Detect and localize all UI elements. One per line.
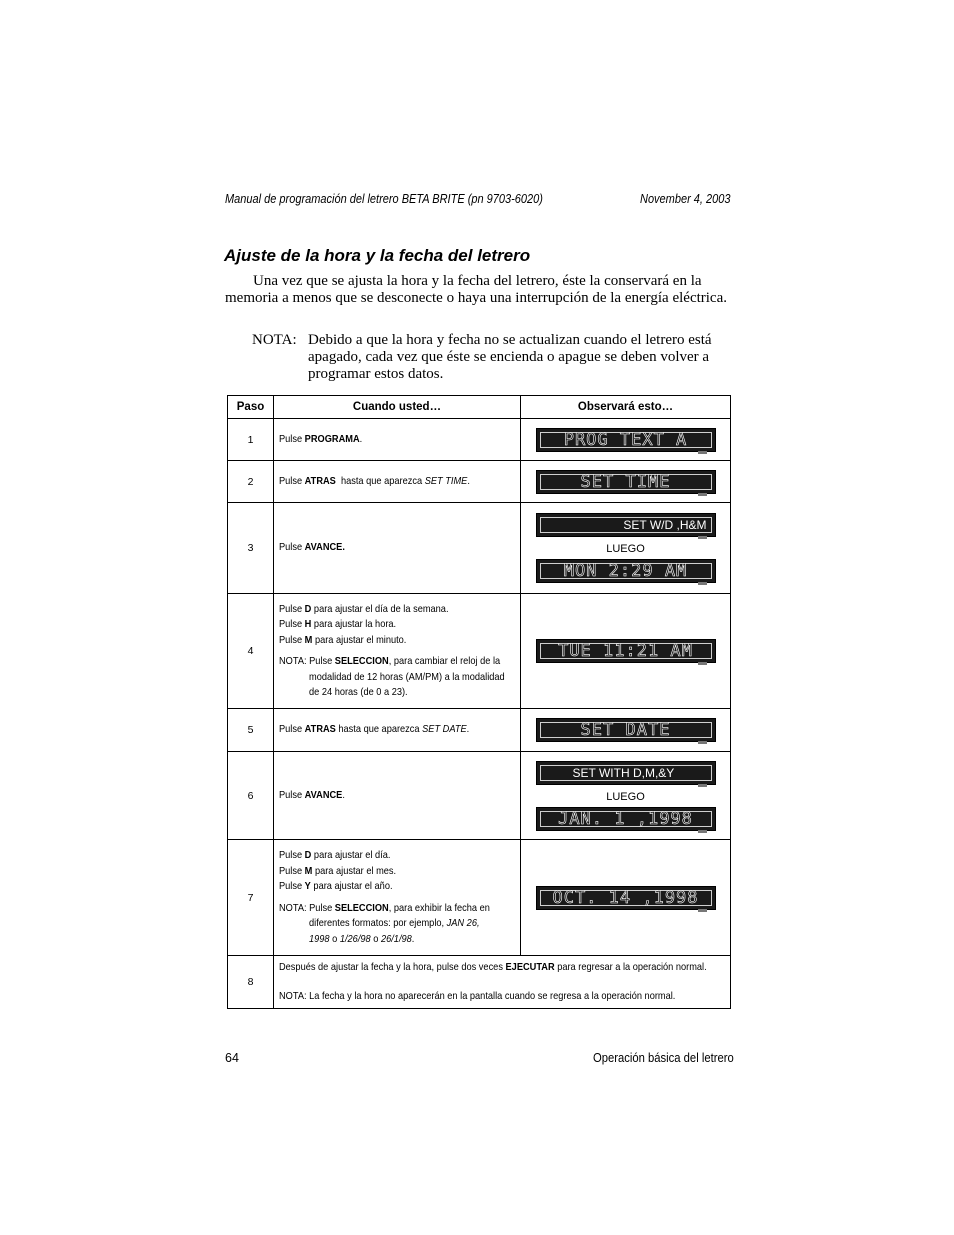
luego-label: LUEGO: [606, 790, 645, 803]
step-action: Pulse D para ajustar el día. Pulse M para ajustar el mes. Pulse Y para ajustar el año. NOTA: Pulse SELECCION, para exhibir la fecha en diferentes formatos: por ejemplo, JAN 26, 1998 o 1/26/98 o 26/1/98.: [274, 840, 521, 956]
step-number: 6: [228, 752, 274, 840]
step-action: Pulse PROGRAMA.: [274, 419, 521, 461]
step-number: 5: [228, 709, 274, 752]
step-display: [521, 503, 731, 594]
table-row: [228, 419, 731, 461]
step-display: [521, 840, 731, 956]
step-action: Pulse ATRAS hasta que aparezca SET DATE.: [274, 709, 521, 752]
header-cuando: Cuando usted…: [274, 396, 521, 419]
intro-paragraph: Una vez que se ajusta la hora y la fecha del letrero, éste la conservará en la memoria a menos que se desconecte o haya una interrupción de la energía eléctrica.: [225, 273, 727, 306]
step-action: Pulse D para ajustar el día de la semana. Pulse H para ajustar la hora. Pulse M para ajustar el minuto. NOTA: Pulse SELECCION, para cambiar el reloj de la modalidad de 12 horas (AM/PM) a la modalidad de 24 horas (de 0 a 23).: [274, 594, 521, 709]
led-display: SET DATE: [536, 718, 716, 742]
led-display: JAN. 1 ,1998: [536, 807, 716, 831]
steps-table: [227, 395, 731, 1009]
table-row: [228, 840, 731, 956]
led-display: OCT. 14 ,1998: [536, 886, 716, 910]
table-row: [228, 709, 731, 752]
step-action: Pulse AVANCE.: [274, 503, 521, 594]
section-title: Ajuste de la hora y la fecha del letrero: [224, 246, 531, 265]
header-paso: Paso: [228, 396, 274, 419]
running-header-date: November 4, 2003: [640, 192, 731, 206]
step-number: 8: [228, 956, 274, 1009]
led-display: PROG TEXT A: [536, 428, 716, 452]
led-display: TUE 11:21 AM: [536, 639, 716, 663]
step-action: Pulse ATRAS hasta que aparezca SET TIME.: [274, 461, 521, 503]
step-number: 4: [228, 594, 274, 709]
table-row: [228, 594, 731, 709]
footer-section: Operación básica del letrero: [593, 1051, 734, 1065]
table-row: [228, 461, 731, 503]
step-number: 7: [228, 840, 274, 956]
step-number: 1: [228, 419, 274, 461]
step-display: [521, 461, 731, 503]
nota-text: Debido a que la hora y fecha no se actualizan cuando el letrero está apagado, cada vez que éste se encienda o apague se deben volver a programar estos datos.: [308, 332, 712, 382]
luego-label: LUEGO: [606, 543, 645, 555]
led-display-small: SET W/D ,H&M: [536, 513, 716, 537]
header-observara: Observará esto…: [521, 396, 731, 419]
page-number: 64: [225, 1051, 239, 1065]
step-number: 2: [228, 461, 274, 503]
step-action: Pulse AVANCE.: [274, 752, 521, 840]
led-display: MON 2:29 AM: [536, 559, 716, 583]
step-action: Después de ajustar la fecha y la hora, pulse dos veces EJECUTAR para regresar a la operación normal. NOTA: La fecha y la hora no aparecerán en la pantalla cuando se regresa a la operación normal.: [274, 956, 731, 1009]
step-number: 3: [228, 503, 274, 594]
step-display: [521, 419, 731, 461]
step-display: [521, 709, 731, 752]
table-row: [228, 752, 731, 840]
table-row: [228, 956, 731, 1009]
led-display-small: SET WITH D,M,&Y: [536, 761, 716, 785]
table-row: [228, 503, 731, 594]
nota-label: NOTA:: [252, 332, 297, 348]
running-header-title: Manual de programación del letrero BETA BRITE (pn 9703-6020): [225, 192, 543, 206]
table-header-row: [228, 396, 731, 419]
step-display: [521, 594, 731, 709]
led-display: SET TIME: [536, 470, 716, 494]
step-display: [521, 752, 731, 840]
